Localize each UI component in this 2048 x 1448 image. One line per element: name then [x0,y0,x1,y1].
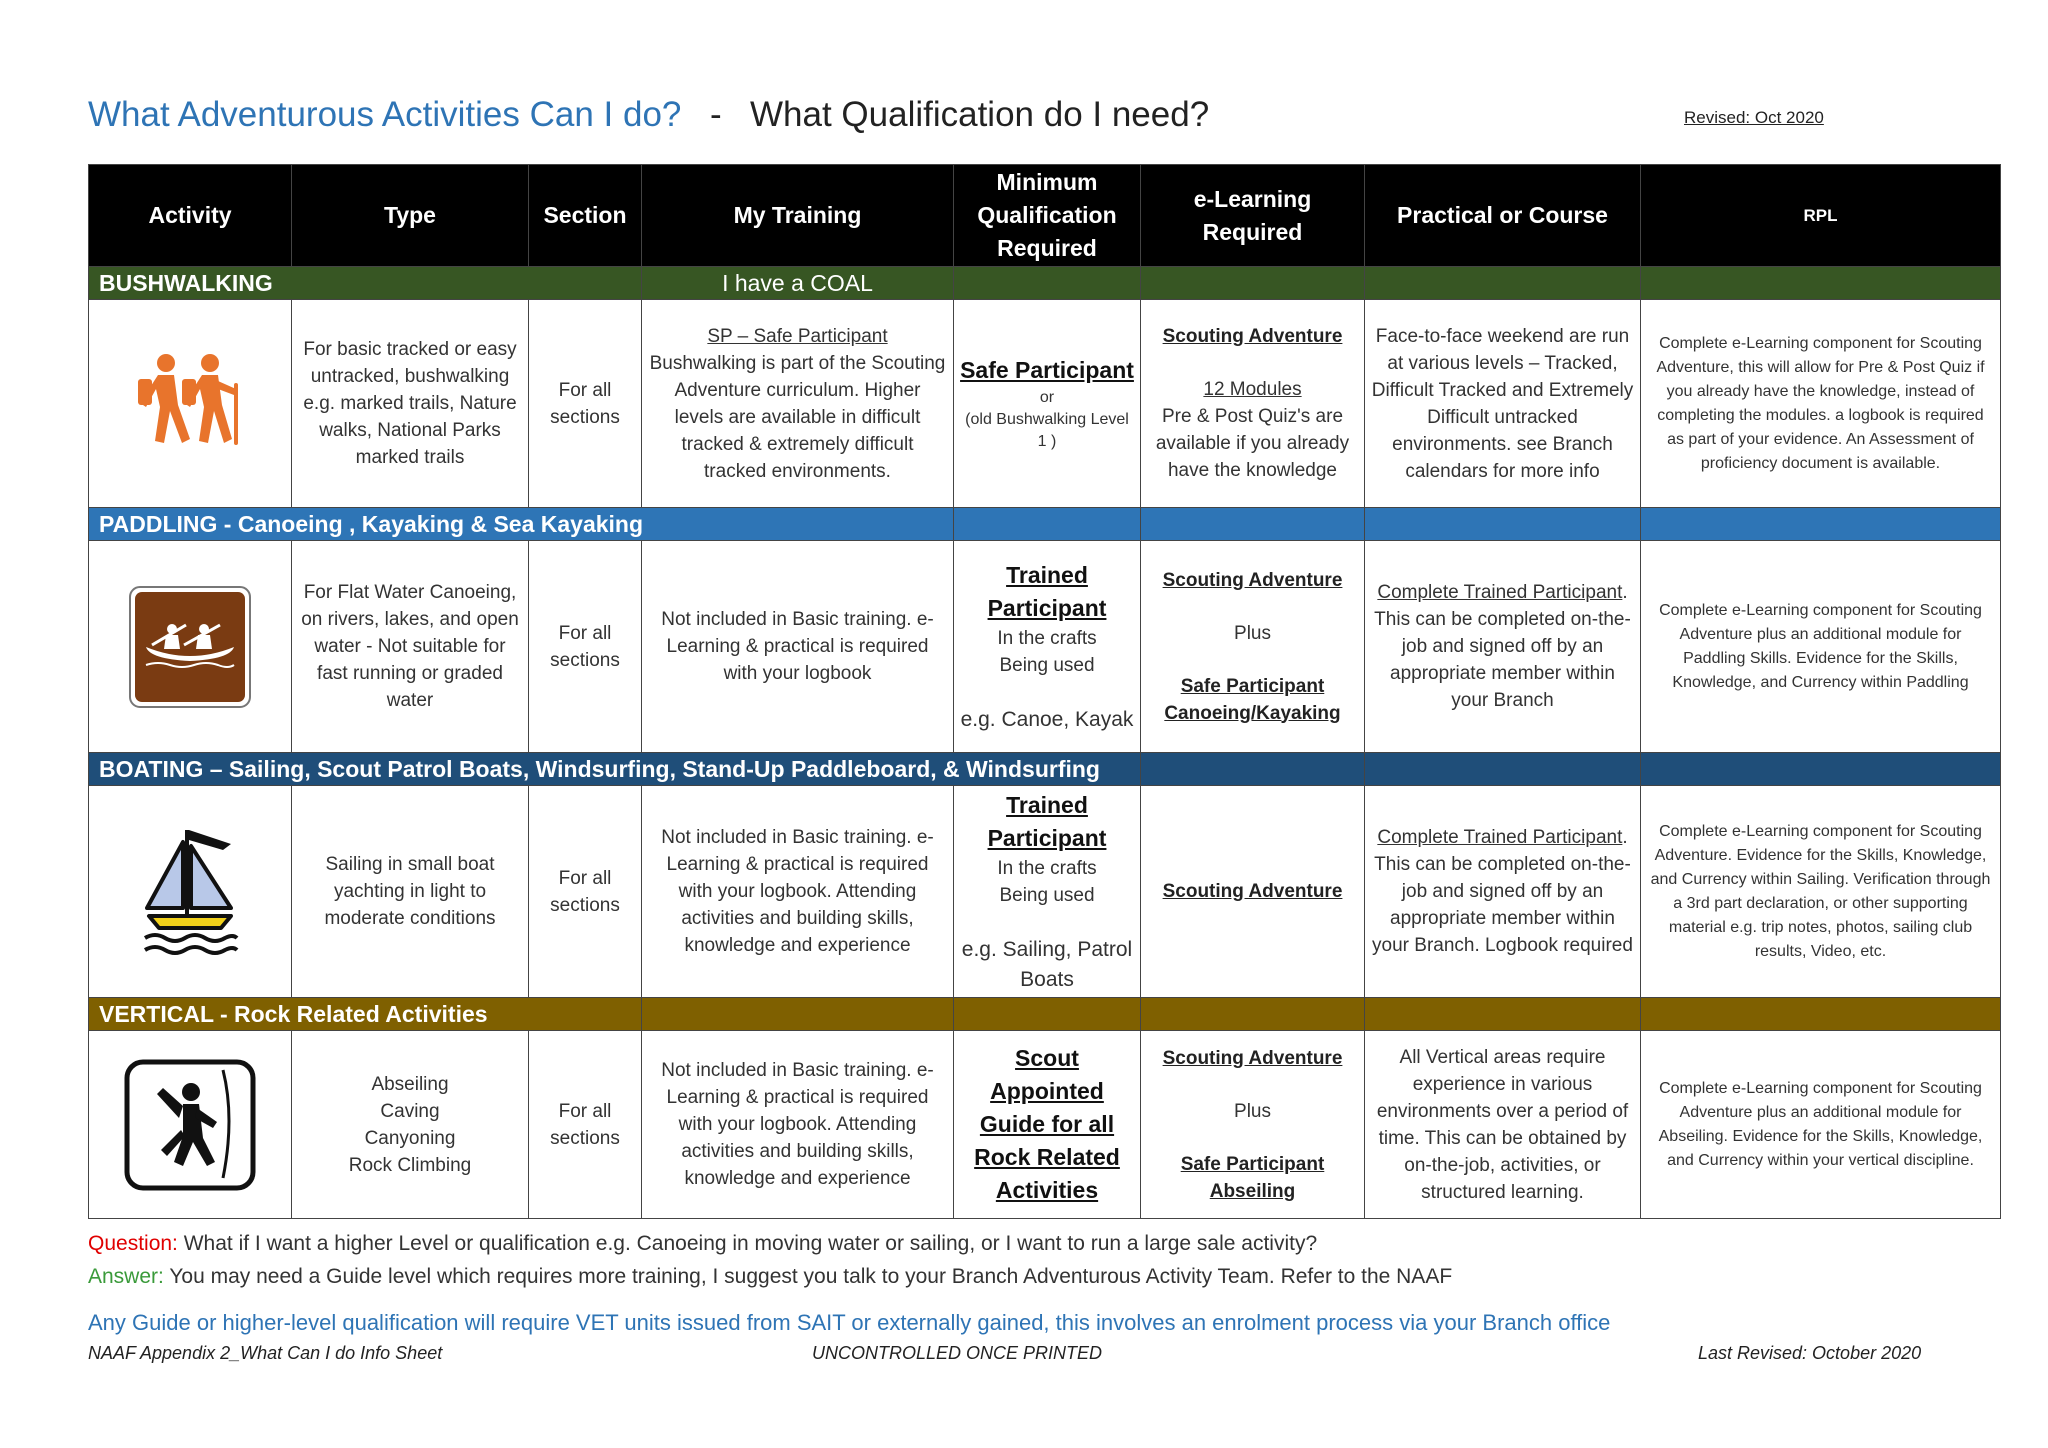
header-activity: Activity [89,165,292,267]
qualification-example: e.g. Canoe, Kayak [960,707,1134,731]
uncontrolled-note: UNCONTROLLED ONCE PRINTED [812,1343,1103,1363]
sailboat-icon [135,822,245,962]
elearning-plus: Plus [1234,1100,1271,1122]
practical-cell [1365,541,1641,753]
qualification-cell [954,786,1141,998]
practical-link: Complete Trained Participant [1377,582,1623,603]
header-elearning: e-Learning Required [1141,165,1365,267]
qualification-line2: Being used [999,654,1095,676]
table-row [89,300,2001,508]
rpl-cell: Complete e-Learning component for Scouting Adventure. Evidence for the Skills, Knowledge, and Currency within Sailing. Verification through a 3rd part declaration, or other supporting material e.g. trip notes, photos, sailing club results, Video, etc. [1641,786,2001,998]
rpl-cell: Complete e-Learning component for Scouting Adventure plus an additional module for Abseiling. Evidence for the Skills, Knowledge, and Currency within your vertical discipline. [1641,1031,2001,1219]
section-cell: For all sections [529,1031,642,1219]
activity-cell [89,786,292,998]
header-type: Type [292,165,529,267]
section-cell: For all sections [529,786,642,998]
qualification-line1: In the crafts [997,627,1097,649]
qualification-line1: In the crafts [997,857,1097,879]
category-row-bushwalking [89,267,2001,300]
rpl-cell: Complete e-Learning component for Scouting Adventure, this will allow for Pre & Post Quiz if you already have the knowledge, instead of completing the modules. a logbook is required as part of your evidence. An Assessment of proficiency document is available. [1641,300,2001,508]
activity-cell [89,300,292,508]
qualification-note: (old Bushwalking Level 1 ) [965,411,1129,450]
training-body: Bushwalking is part of the Scouting Adventure curriculum. Higher levels are available in difficult tracked & extremely difficult tracked environments. [649,352,946,482]
activity-cell [89,541,292,753]
type-line: Rock Climbing [348,1154,472,1176]
elearning-title: Scouting Adventure [1162,326,1343,347]
elearning-title: Scouting Adventure [1162,881,1343,902]
qualification-cell [954,541,1141,753]
qualification-line2: Being used [999,884,1095,906]
elearning-cell [1141,786,1365,998]
type-line: Abseiling [371,1073,449,1095]
training-cell: Not included in Basic training. e-Learning & practical is required with your logbook [642,541,954,753]
activities-table [88,164,2001,1219]
title-row [88,90,1928,140]
table-row [89,1031,2001,1219]
header-practical: Practical or Course [1365,165,1641,267]
section-cell: For all sections [529,300,642,508]
practical-body: . This can be completed on-the-job and signed off by an appropriate member within your Branch. Logbook required [1372,827,1633,956]
question-line [88,1232,1317,1256]
elearning-title: Scouting Adventure [1162,569,1343,591]
training-cell: Not included in Basic training. e-Learning & practical is required with your logbook. Attending activities and building skills, knowledge and experience [642,1031,954,1219]
qualification-main: Scout Appointed Guide for all Rock Related Activities [974,1045,1120,1203]
page-subtitle: What Qualification do I need? [750,95,1210,134]
practical-body: . This can be completed on-the-job and signed off by an appropriate member within your Branch [1374,582,1631,711]
activity-cell [89,1031,292,1219]
table-row [89,541,2001,753]
type-line: Canyoning [364,1127,456,1149]
elearning-body: Pre & Post Quiz's are available if you already have the knowledge [1155,406,1350,481]
page-title: What Adventurous Activities Can I do? [88,95,682,134]
category-row-boating [89,753,2001,786]
vet-note: Any Guide or higher-level qualification will require VET units issued from SAIT or externally gained, this involves an enrolment process via your Branch office [88,1310,1611,1335]
training-title: SP – Safe Participant [707,325,888,347]
elearning-extra: Safe Participant Canoeing/Kayaking [1164,675,1341,724]
answer-line [88,1265,1452,1289]
qualification-cell [954,300,1141,508]
qualification-or: or [1039,389,1055,406]
header-row [89,165,2001,267]
elearning-cell [1141,300,1365,508]
question-label: Question: [88,1232,178,1255]
elearning-plus: Plus [1234,622,1271,644]
type-cell: Sailing in small boat yachting in light to moderate conditions [292,786,529,998]
document-name: NAAF Appendix 2_What Can I do Info Sheet [88,1343,443,1363]
rpl-cell: Complete e-Learning component for Scouting Adventure plus an additional module for Paddling Skills. Evidence for the Skills, Knowledge, and Currency within Paddling [1641,541,2001,753]
category-label: BOATING – Sailing, Scout Patrol Boats, Windsurfing, Stand-Up Paddleboard, & Windsurfing [89,753,1141,786]
practical-cell: All Vertical areas require experience in various environments over a period of time. This can be obtained by on-the-job, activities, or structured learning. [1365,1031,1641,1219]
elearning-cell [1141,1031,1365,1219]
qualification-main: Safe Participant [960,357,1134,383]
answer-text: You may need a Guide level which requires more training, I suggest you talk to your Branch Adventurous Activity Team. Refer to the NAAF [163,1265,1453,1288]
qualification-example: e.g. Sailing, Patrol Boats [961,937,1133,991]
training-cell [642,300,954,508]
elearning-cell [1141,541,1365,753]
revised-date: Revised: Oct 2020 [1684,108,1824,127]
question-text: What if I want a higher Level or qualification e.g. Canoeing in moving water or sailing, or I want to run a large sale activity? [177,1232,1318,1255]
practical-link: Complete Trained Participant [1377,827,1623,848]
type-cell: For Flat Water Canoeing, on rivers, lakes, and open water - Not suitable for fast running or graded water [292,541,529,753]
elearning-extra: Safe Participant Abseiling [1180,1153,1325,1202]
hikers-icon [130,349,250,459]
category-label: BUSHWALKING [89,267,642,300]
header-my-training: My Training [642,165,954,267]
section-cell: For all sections [529,541,642,753]
qualification-main: Trained Participant [987,791,1107,851]
header-section: Section [529,165,642,267]
training-cell: Not included in Basic training. e-Learning & practical is required with your logbook. Attending activities and building skills, knowledge and experience [642,786,954,998]
category-label: PADDLING - Canoeing , Kayaking & Sea Kayaking [89,508,954,541]
qualification-main: Trained Participant [987,561,1107,621]
qualification-cell [954,1031,1141,1219]
type-cell [292,1031,529,1219]
elearning-modules: 12 Modules [1203,379,1302,400]
category-row-vertical [89,998,2001,1031]
canoe-icon [128,585,252,709]
header-rpl: RPL [1641,165,2001,267]
climber-icon [123,1058,257,1192]
table-row [89,786,2001,998]
category-row-paddling [89,508,2001,541]
title-separator: - [710,95,722,134]
answer-label: Answer: [88,1265,164,1288]
category-note: I have a COAL [642,267,954,300]
elearning-title: Scouting Adventure [1162,1047,1343,1069]
type-line: Caving [380,1100,440,1122]
practical-cell [1365,786,1641,998]
header-min-qualification: Minimum Qualification Required [954,165,1141,267]
category-label: VERTICAL - Rock Related Activities [89,998,642,1031]
practical-cell: Face-to-face weekend are run at various levels – Tracked, Difficult Tracked and Extremely Difficult untracked environments. see Branch calendars for more info [1365,300,1641,508]
type-cell: For basic tracked or easy untracked, bushwalking e.g. marked trails, Nature walks, National Parks marked trails [292,300,529,508]
last-revised: Last Revised: October 2020 [1698,1343,1922,1363]
